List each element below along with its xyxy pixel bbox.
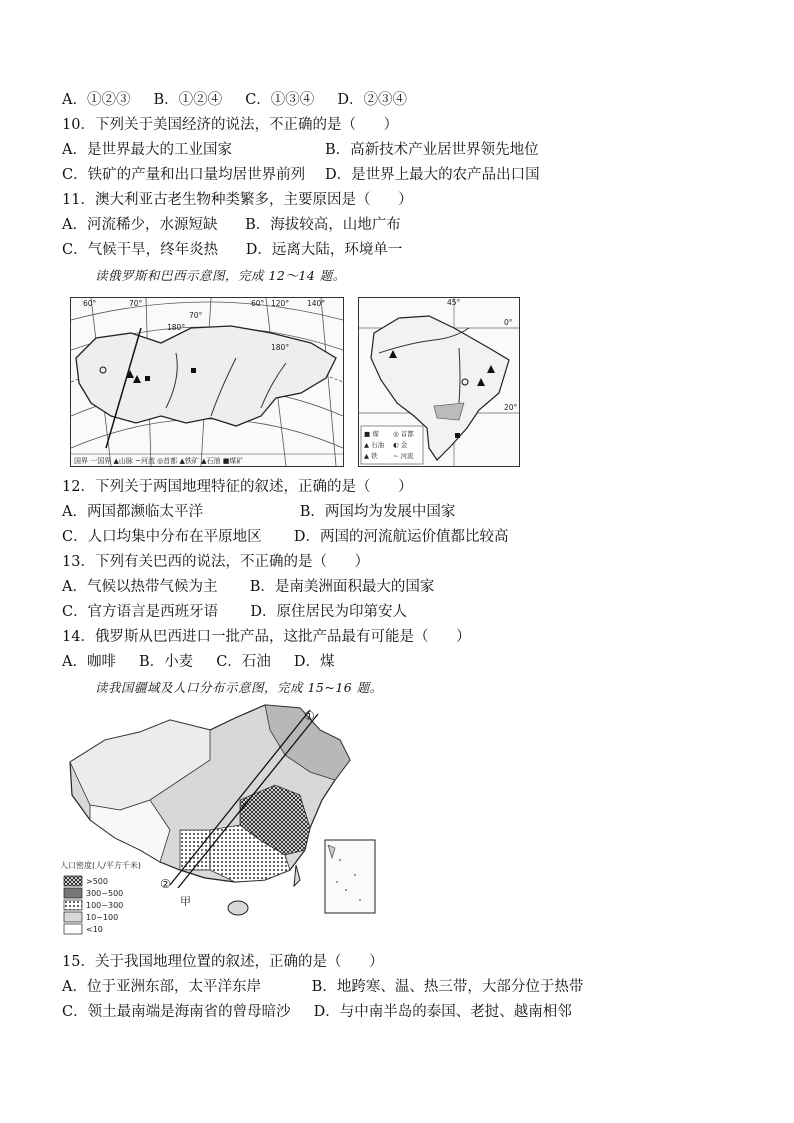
q10-option-a: A．是世界最大的工业国家 (62, 142, 232, 158)
russia-lat-label: 180° (167, 323, 186, 332)
legend-item: <10 (86, 925, 103, 934)
q12-options-ab: A．两国都濒临太平洋 B．两国均为发展中国家 (62, 504, 456, 520)
russia-map (70, 297, 344, 467)
q10-option-d: D．是世界上最大的农产品出口国 (325, 167, 540, 183)
legend-title: 人口密度(人/平方千米) (60, 861, 141, 870)
brazil-lon-label: 45° (447, 298, 461, 307)
brazil-legend-item: ■ 煤 (364, 430, 379, 438)
marker-1: ① (304, 709, 315, 723)
q10-stem: 10．下列关于美国经济的说法，不正确的是（ ） (62, 117, 399, 133)
legend-item: 300~500 (86, 889, 124, 898)
q14-stem: 14．俄罗斯从巴西进口一批产品，这批产品最有可能是（ ） (62, 629, 471, 645)
brazil-legend-item: ▲ 铁 (364, 452, 378, 460)
label-jia: 甲 (180, 895, 191, 908)
russia-lon-label: 140° (307, 299, 326, 308)
legend-item: 10~100 (86, 913, 119, 922)
q10-option-c: C．铁矿的产量和出口量均居世界前列 (62, 167, 306, 183)
q15-stem: 15．关于我国地理位置的叙述，正确的是（ ） (62, 954, 384, 970)
china-map (60, 700, 380, 945)
russia-lat-label: 70° (189, 311, 203, 320)
russia-lon-label: 60° (83, 299, 97, 308)
legend-item: 100~300 (86, 901, 124, 910)
instruction-12-14: 读俄罗斯和巴西示意图，完成 12～14 题。 (95, 268, 346, 283)
q13-stem: 13．下列有关巴西的说法，不正确的是（ ） (62, 554, 370, 570)
marker-2: ② (160, 877, 171, 891)
q12-stem: 12．下列关于两国地理特征的叙述，正确的是（ ） (62, 479, 413, 495)
q15-options-ab: A．位于亚洲东部，太平洋东岸 B．地跨寒、温、热三带，大部分位于热带 (62, 979, 584, 995)
q11-stem: 11．澳大利亚古老生物种类繁多，主要原因是（ ） (62, 192, 413, 208)
q13-options-ab: A．气候以热带气候为主 B．是南美洲面积最大的国家 (62, 579, 435, 595)
q11-options-cd: C．气候干旱，终年炎热 D．远离大陆，环境单一 (62, 242, 403, 258)
russia-map-legend: 国界 一国界 ▲山脉 ~河流 ◎首都 ▲铁矿 ▲石油 ■煤矿 (74, 457, 244, 465)
q11-options-ab: A．河流稀少，水源短缺 B．海拔较高，山地广布 (62, 217, 401, 233)
legend-item: >500 (86, 877, 108, 886)
q15-options-cd: C．领土最南端是海南省的曾母暗沙 D．与中南半岛的泰国、老挝、越南相邻 (62, 1004, 572, 1020)
brazil-lat-label: 0° (504, 318, 513, 327)
russia-lon-label: 60° (251, 299, 265, 308)
brazil-legend-item: ~ 河流 (393, 452, 414, 460)
brazil-legend-item: ◐ 金 (393, 441, 408, 449)
q10-option-b: B．高新技术产业居世界领先地位 (325, 142, 539, 158)
russia-lon-label: 70° (129, 299, 143, 308)
brazil-legend-item: ▲ 石油 (364, 441, 385, 449)
russia-lat-label: 180° (271, 343, 290, 352)
q12-options-cd: C．人口均集中分布在平原地区 D．两国的河流航运价值都比较高 (62, 529, 509, 545)
q14-options: A．咖啡 B．小麦 C．石油 D．煤 (62, 654, 335, 670)
instruction-15-16: 读我国疆域及人口分布示意图，完成 15~16 题。 (95, 680, 383, 695)
q13-options-cd: C．官方语言是西班牙语 D．原住居民为印第安人 (62, 604, 407, 620)
brazil-lat-label: 20° (504, 403, 518, 412)
brazil-map (358, 297, 520, 467)
brazil-legend-item: ◎ 首都 (393, 430, 414, 438)
russia-lon-label: 120° (271, 299, 290, 308)
q9-options: A．①②③ B．①②④ C．①③④ D．②③④ (62, 92, 407, 108)
